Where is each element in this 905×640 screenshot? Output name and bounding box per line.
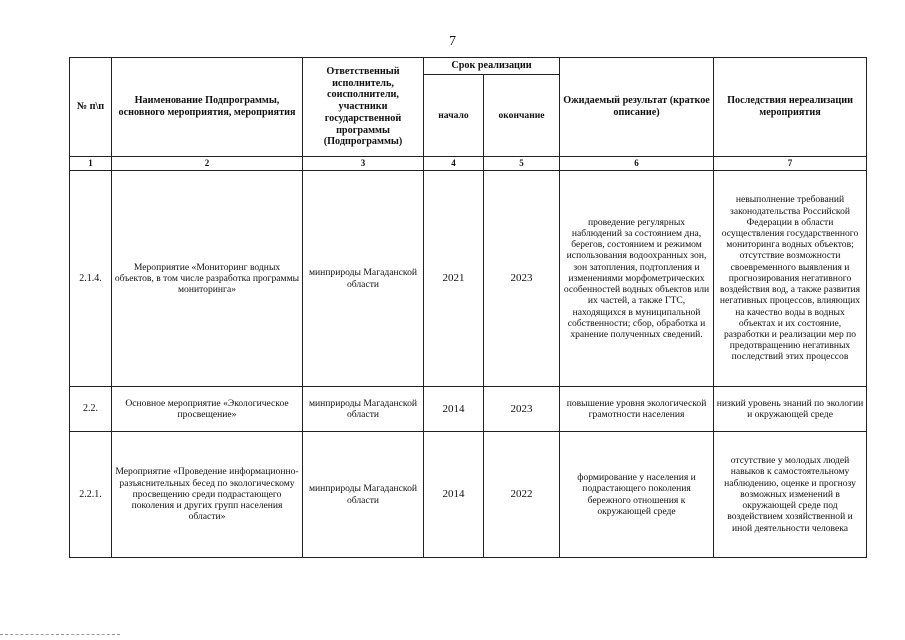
table-row [70,171,867,387]
header-end: окончание [484,75,560,157]
row-start: 2014 [424,432,484,558]
header-name: Наименование Подпрограммы, основного мероприятия, мероприятия [112,58,303,157]
column-number: 6 [560,157,714,171]
row-result: проведение регулярных наблюдений за состоянием дна, берегов, состоянием и режимом использования водоохранных зон, зон затопления, подтопления и изменениями морфометрических особенностей водных объектов или их частей, а также ГТС, находящихся в муниципальной собственности; сбор, обработка и хранение полученных сведений. [560,171,714,387]
column-number: 1 [70,157,112,171]
header-num: № п\п [70,58,112,157]
table-row [70,387,867,432]
row-num: 2.1.4. [70,171,112,387]
row-result: формирование у населения и подрастающего поколения бережного отношения к окружающей среде [560,432,714,558]
row-responsible: минприроды Магаданской области [303,387,424,432]
row-responsible: минприроды Магаданской области [303,432,424,558]
row-end: 2023 [484,387,560,432]
header-period: Срок реализации [424,58,560,75]
header-result: Ожидаемый результат (краткое описание) [560,58,714,157]
header-consequences: Последствия нереализации мероприятия [714,58,867,157]
program-activities-table [69,57,867,558]
header-responsible: Ответственный исполнитель, соисполнители, участники государственной программы (Подпрограммы) [303,58,424,157]
column-number: 3 [303,157,424,171]
table-row [70,432,867,558]
column-number: 4 [424,157,484,171]
row-num: 2.2. [70,387,112,432]
scan-artifact-line [0,634,120,635]
column-number: 2 [112,157,303,171]
row-name: Мероприятие «Мониторинг водных объектов, в том числе разработка программы мониторинга» [112,171,303,387]
row-end: 2022 [484,432,560,558]
row-consequences: низкий уровень знаний по экологии и окружающей среде [714,387,867,432]
row-start: 2014 [424,387,484,432]
column-number: 7 [714,157,867,171]
row-end: 2023 [484,171,560,387]
header-start: начало [424,75,484,157]
page-number: 7 [449,34,456,49]
row-name: Основное мероприятие «Экологическое просвещение» [112,387,303,432]
row-num: 2.2.1. [70,432,112,558]
row-name: Мероприятие «Проведение информационно- разъяснительных бесед по экологическому просвещению среди подрастающего поколения и других групп населения области» [112,432,303,558]
row-start: 2021 [424,171,484,387]
row-consequences: невыполнение требований законодательства Российской Федерации в области осуществления государственного мониторинга водных объектов; отсутствие возможности своевременного выявления и прогнозирования негативного воздействия вод, а также развития негативных процессов, влияющих на качество воды в водных объектах и их состояние, разработки и реализации мер по предотвращению негативных последствий этих процессов [714,171,867,387]
row-responsible: минприроды Магаданской области [303,171,424,387]
column-number-row [70,157,867,171]
row-consequences: отсутствие у молодых людей навыков к самостоятельному наблюдению, оценке и прогнозу возможных изменений в окружающей среде под воздействием хозяйственной и иной деятельности человека [714,432,867,558]
row-result: повышение уровня экологической грамотности населения [560,387,714,432]
column-number: 5 [484,157,560,171]
